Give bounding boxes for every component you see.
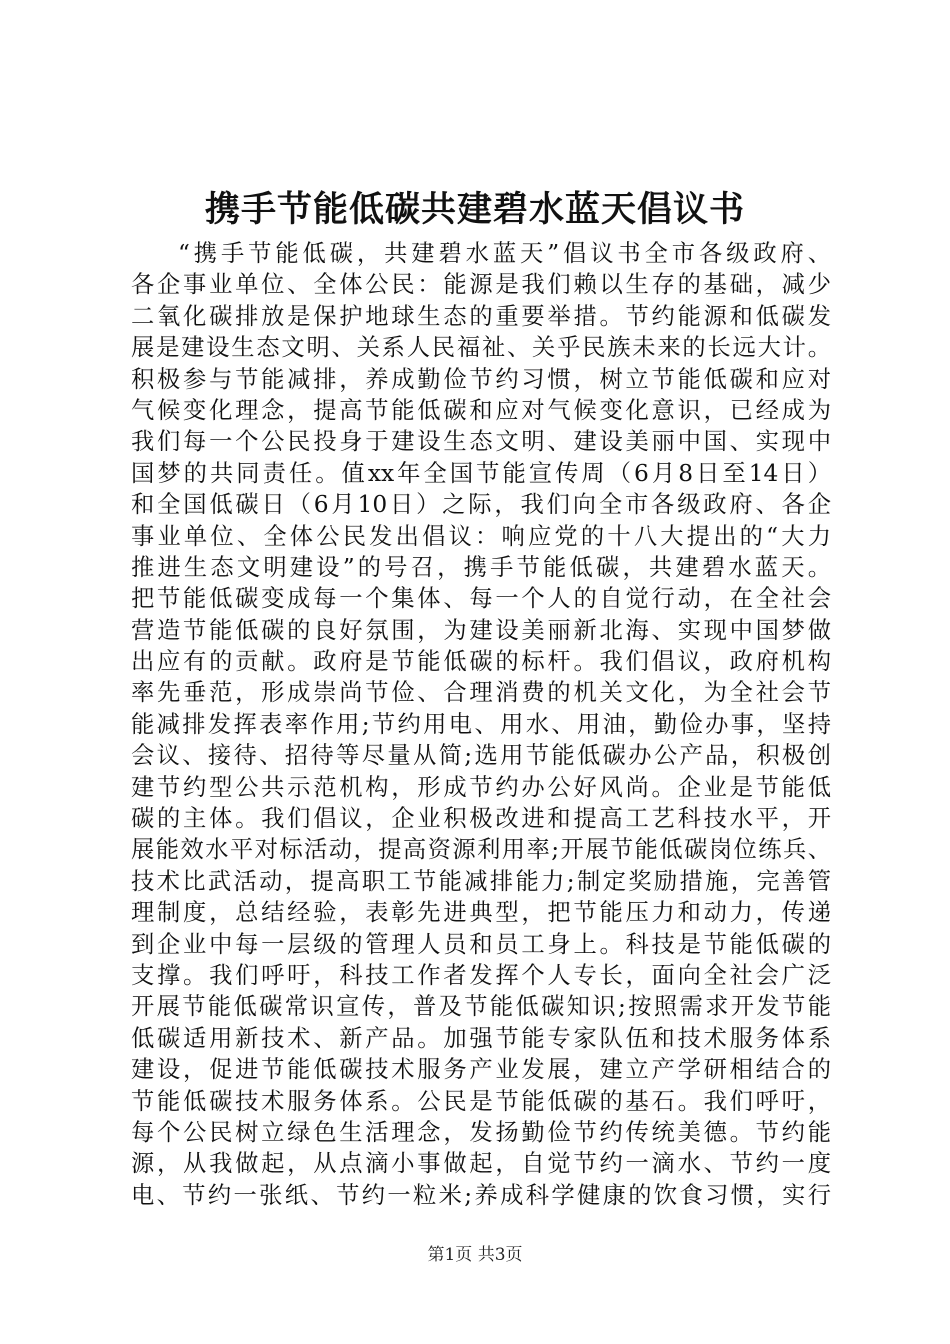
body-line: 展是建设生态文明、关系人民福祉、关乎民族未来的长远大计。 xyxy=(131,334,831,362)
body-line: 和全国低碳日（6月10日）之际，我们向全市各级政府、各企 xyxy=(131,491,831,519)
body-line: 国梦的共同责任。值xx年全国节能宣传周（6月8日至14日） xyxy=(131,459,831,487)
body-line: 每个公民树立绿色生活理念，发扬勤俭节约传统美德。节约能 xyxy=(131,1118,831,1146)
body-line: 积极参与节能减排，养成勤俭节约习惯，树立节能低碳和应对 xyxy=(131,365,831,393)
body-line: 理制度，总结经验，表彰先进典型，把节能压力和动力，传递 xyxy=(131,899,831,927)
body-line: 二氧化碳排放是保护地球生态的重要举措。节约能源和低碳发 xyxy=(131,302,831,330)
body-line: 电、节约一张纸、节约一粒米;养成科学健康的饮食习惯，实行 xyxy=(131,1181,831,1209)
body-line: 能减排发挥表率作用;节约用电、用水、用油，勤俭办事，坚持 xyxy=(131,710,831,738)
document-body xyxy=(131,238,831,1211)
body-line: 率先垂范，形成崇尚节俭、合理消费的机关文化，为全社会节 xyxy=(131,679,831,707)
page-footer: 第1页 共3页 xyxy=(427,1245,523,1265)
body-line: 到企业中每一层级的管理人员和员工身上。科技是节能低碳的 xyxy=(131,930,831,958)
body-line: “携手节能低碳，共建碧水蓝天”倡议书全市各级政府、 xyxy=(178,240,831,267)
body-line: 低碳适用新技术、新产品。加强节能专家队伍和技术服务体系 xyxy=(131,1024,831,1052)
body-line: 各企事业单位、全体公民：能源是我们赖以生存的基础，减少 xyxy=(131,271,831,299)
document-title: 携手节能低碳共建碧水蓝天倡议书 xyxy=(204,189,745,230)
body-line: 营造节能低碳的良好氛围，为建设美丽新北海、实现中国梦做 xyxy=(131,616,831,644)
body-line: 开展节能低碳常识宣传，普及节能低碳知识;按照需求开发节能 xyxy=(131,993,831,1021)
body-line: 把节能低碳变成每一个集体、每一个人的自觉行动，在全社会 xyxy=(131,585,831,613)
body-line: 会议、接待、招待等尽量从简;选用节能低碳办公产品，积极创 xyxy=(131,742,831,770)
body-line: 建设，促进节能低碳技术服务产业发展，建立产学研相结合的 xyxy=(131,1056,831,1084)
body-line: 出应有的贡献。政府是节能低碳的标杆。我们倡议，政府机构 xyxy=(131,648,831,676)
body-line: 源，从我做起，从点滴小事做起，自觉节约一滴水、节约一度 xyxy=(131,1150,831,1178)
body-line: 推进生态文明建设”的号召，携手节能低碳，共建碧水蓝天。 xyxy=(131,553,831,581)
body-line: 技术比武活动，提高职工节能减排能力;制定奖励措施，完善管 xyxy=(131,867,831,895)
body-line: 碳的主体。我们倡议，企业积极改进和提高工艺科技水平，开 xyxy=(131,805,831,833)
body-line: 气候变化理念，提高节能低碳和应对气候变化意识，已经成为 xyxy=(131,396,831,424)
body-line: 展能效水平对标活动，提高资源利用率;开展节能低碳岗位练兵、 xyxy=(131,836,831,864)
body-line: 支撑。我们呼吁，科技工作者发挥个人专长，面向全社会广泛 xyxy=(131,961,831,989)
body-line: 我们每一个公民投身于建设生态文明、建设美丽中国、实现中 xyxy=(131,428,831,456)
body-line: 建节约型公共示范机构，形成节约办公好风尚。企业是节能低 xyxy=(131,773,831,801)
body-line: 事业单位、全体公民发出倡议：响应党的十八大提出的“大力 xyxy=(131,522,831,550)
body-line: 节能低碳技术服务体系。公民是节能低碳的基石。我们呼吁， xyxy=(131,1087,831,1115)
